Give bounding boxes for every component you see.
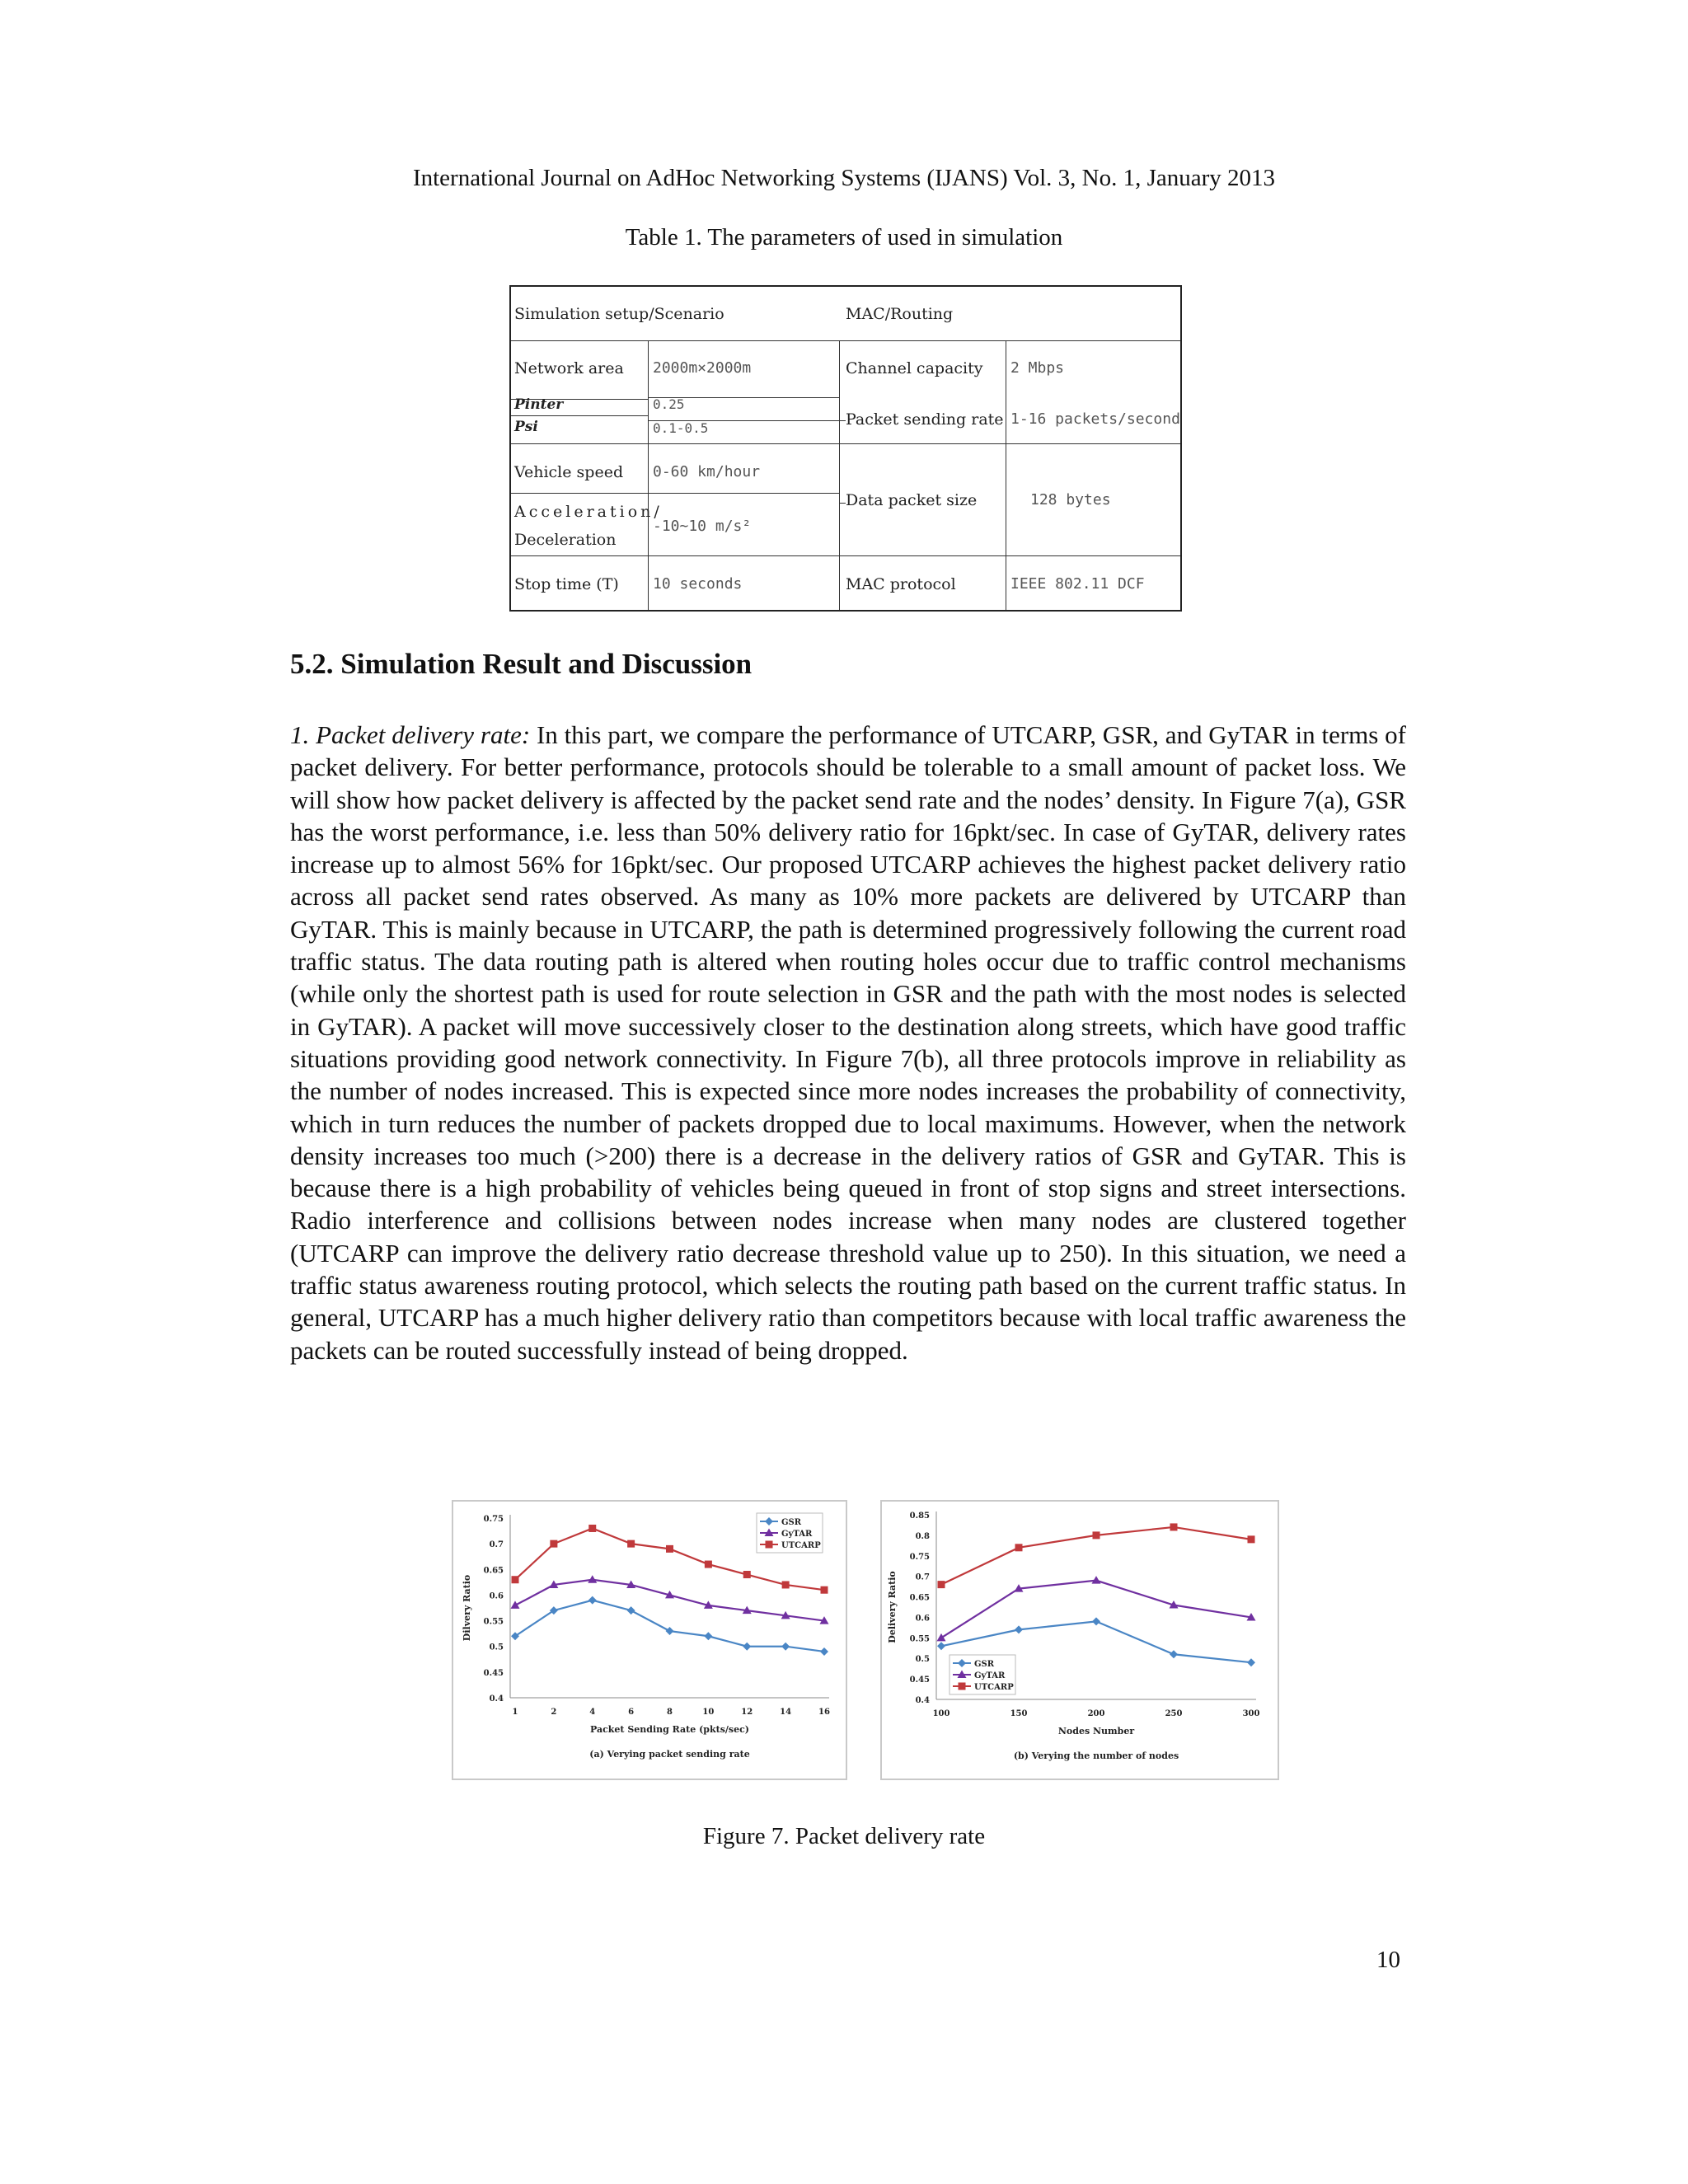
legend-label-gsr: GSR xyxy=(974,1660,995,1669)
y-tick-label: 0.55 xyxy=(909,1634,930,1644)
data-packet-value: 128 bytes xyxy=(1030,491,1111,509)
x-tick-label: 14 xyxy=(780,1708,792,1717)
stop-time-label: Stop time (T) xyxy=(514,575,619,593)
series-line-gytar xyxy=(515,1580,824,1621)
x-tick-label: 250 xyxy=(1165,1709,1183,1718)
parameters-table xyxy=(509,285,1182,612)
legend-marker-utcarp xyxy=(766,1541,773,1549)
y-tick-label: 0.55 xyxy=(483,1617,504,1627)
y-tick-label: 0.4 xyxy=(915,1696,930,1705)
data-point-utcarp xyxy=(782,1581,790,1588)
x-tick-label: 200 xyxy=(1087,1709,1105,1718)
channel-capacity-value: 2 Mbps xyxy=(1010,359,1065,377)
data-point-gytar xyxy=(511,1601,520,1609)
legend-label-utcarp: UTCARP xyxy=(781,1541,821,1550)
legend-label-gytar: GyTAR xyxy=(974,1671,1006,1680)
data-point-gsr xyxy=(743,1643,751,1651)
y-tick-label: 0.85 xyxy=(909,1511,930,1521)
network-area-value: 2000m×2000m xyxy=(653,359,752,377)
data-point-gsr xyxy=(704,1632,712,1640)
legend-label-utcarp: UTCARP xyxy=(974,1683,1014,1692)
x-tick-label: 1 xyxy=(512,1708,518,1717)
mac-protocol-value: IEEE 802.11 DCF xyxy=(1010,575,1145,593)
mac-protocol-label: MAC protocol xyxy=(846,575,956,593)
data-point-utcarp xyxy=(627,1540,635,1548)
data-point-utcarp xyxy=(550,1540,557,1548)
page-number: 10 xyxy=(1376,1947,1400,1973)
figure-7b xyxy=(880,1500,1279,1780)
pinter-label: Pinter xyxy=(514,396,564,413)
legend-label-gsr: GSR xyxy=(781,1518,802,1527)
y-tick-label: 0.6 xyxy=(915,1614,930,1624)
network-area-label: Network area xyxy=(514,359,624,377)
data-point-gsr xyxy=(666,1627,674,1635)
section-title: 5.2. Simulation Result and Discussion xyxy=(290,648,753,680)
packet-rate-value: 1-16 packets/second xyxy=(1010,410,1180,428)
chart-b-svg xyxy=(882,1502,1278,1779)
paragraph-lead: 1. Packet delivery rate: xyxy=(290,720,531,749)
data-point-gytar xyxy=(1092,1576,1101,1584)
x-tick-label: 100 xyxy=(932,1709,950,1718)
y-axis-label: Delivery Ratio xyxy=(887,1571,898,1643)
x-axis-label: Packet Sending Rate (pkts/sec) xyxy=(590,1724,749,1735)
pinter-value: 0.25 xyxy=(653,396,685,412)
x-tick-label: 16 xyxy=(818,1708,830,1717)
data-point-utcarp xyxy=(588,1525,596,1532)
x-axis-label: Nodes Number xyxy=(1057,1726,1135,1736)
x-tick-label: 6 xyxy=(628,1708,635,1717)
x-tick-label: 150 xyxy=(1010,1709,1028,1718)
psi-label: Psi xyxy=(514,419,538,435)
data-point-gsr xyxy=(781,1643,790,1651)
stop-time-value: 10 seconds xyxy=(653,575,743,593)
figure-caption: Figure 7. Packet delivery rate xyxy=(702,1823,986,1849)
x-tick-label: 10 xyxy=(702,1708,715,1717)
data-point-gsr xyxy=(1092,1617,1100,1625)
data-point-gsr xyxy=(588,1596,597,1605)
packet-rate-label: Packet sending rate xyxy=(846,410,1004,429)
vehicle-speed-value: 0-60 km/hour xyxy=(653,463,761,480)
channel-capacity-label: Channel capacity xyxy=(846,359,983,377)
y-tick-label: 0.6 xyxy=(489,1591,504,1601)
data-point-utcarp xyxy=(666,1545,673,1553)
x-tick-label: 2 xyxy=(551,1708,557,1717)
data-point-utcarp xyxy=(512,1576,519,1583)
table-header-scenario: Simulation setup/Scenario xyxy=(514,305,724,323)
legend-marker-utcarp xyxy=(959,1683,966,1690)
data-packet-label: Data packet size xyxy=(846,491,978,509)
paragraph-text: In this part, we compare the performance of UTCARP, GSR, and GyTAR in terms of packet delivery. For better performance, protocols should be tolerable to a small amount of packet loss. We will show how packet delivery is affected by the packet send rate and the nodes’ density. In Figure 7(a), GSR has the worst performance, i.e. less than 50% delivery ratio for 16pkt/sec. In case of GyTAR, delivery rates increase up to almost 56% for 16pkt/sec. Our proposed UTCARP achieves the highest packet delivery ratio across all packet send rates observed. As many as 10% more packets are delivered by UTCARP than GyTAR. This is mainly because in UTCARP, the path is determined progressively following the current road traffic status. The data routing path is altered when routing holes occur due to traffic control mechanisms (while only the shortest path is used for route selection in GSR and the path with the most nodes is selected in GyTAR). A packet will move successively closer to the destination along streets, which have good traffic situations providing good network connectivity. In Figure 7(b), all three protocols improve in reliability as the number of nodes increased. This is expected since more nodes increases the probability of connectivity, which in turn reduces the number of packets dropped due to local maximums. However, when the network density increases too much (>200) there is a decrease in the delivery ratios of GSR and GyTAR. This is because there is a high probability of vehicles being queued in front of stop signs and street intersections. Radio interference and collisions between nodes increase when many nodes are clustered together (UTCARP can improve the delivery ratio decrease threshold value up to 250). In this situation, we need a traffic status awareness routing protocol, which selects the routing path based on the current traffic status. In general, UTCARP has a much higher delivery ratio than competitors because with local traffic awareness the packets can be routed successfully instead of being dropped. xyxy=(290,720,1406,1365)
x-tick-label: 4 xyxy=(589,1708,596,1717)
series-line-gytar xyxy=(941,1581,1251,1638)
data-point-utcarp xyxy=(743,1571,751,1578)
y-tick-label: 0.5 xyxy=(915,1655,930,1665)
data-point-gsr xyxy=(1015,1625,1023,1633)
y-tick-label: 0.75 xyxy=(909,1552,930,1562)
chart-a-svg xyxy=(453,1502,846,1779)
psi-value: 0.1-0.5 xyxy=(653,420,709,436)
data-point-gsr xyxy=(820,1647,828,1656)
journal-header: International Journal on AdHoc Networking Systems (IJANS) Vol. 3, No. 1, January 2013 xyxy=(412,165,1276,191)
data-point-utcarp xyxy=(1093,1531,1100,1539)
data-point-gytar xyxy=(937,1633,946,1642)
legend-label-gytar: GyTAR xyxy=(781,1530,813,1539)
acceleration-label: Acceleration/ xyxy=(514,503,663,521)
data-point-utcarp xyxy=(1248,1535,1255,1543)
y-tick-label: 0.7 xyxy=(489,1540,504,1550)
y-tick-label: 0.7 xyxy=(915,1572,930,1582)
y-tick-label: 0.8 xyxy=(915,1531,930,1541)
y-tick-label: 0.45 xyxy=(909,1675,930,1685)
body-paragraph xyxy=(290,719,1406,1366)
y-tick-label: 0.4 xyxy=(489,1694,504,1704)
data-point-gsr xyxy=(1170,1650,1178,1658)
y-tick-label: 0.45 xyxy=(483,1668,504,1678)
x-tick-label: 12 xyxy=(741,1708,753,1717)
acceleration-value: -10~10 m/s² xyxy=(653,518,752,535)
y-tick-label: 0.65 xyxy=(909,1593,930,1603)
deceleration-label: Deceleration xyxy=(514,531,617,549)
x-tick-label: 300 xyxy=(1242,1709,1260,1718)
series-line-gsr xyxy=(515,1601,824,1652)
figure-7a xyxy=(452,1500,847,1780)
data-point-gsr xyxy=(1247,1658,1255,1666)
vehicle-speed-label: Vehicle speed xyxy=(514,463,624,481)
y-tick-label: 0.75 xyxy=(483,1515,504,1524)
data-point-utcarp xyxy=(821,1586,828,1594)
table-caption: Table 1. The parameters of used in simulation xyxy=(625,224,1063,251)
data-point-gsr xyxy=(937,1642,945,1650)
data-point-utcarp xyxy=(1170,1523,1178,1530)
table-header-mac-routing: MAC/Routing xyxy=(846,305,954,323)
y-axis-label: Dilvery Ratio xyxy=(462,1574,472,1642)
data-point-utcarp xyxy=(1015,1544,1023,1551)
chart-caption: (b) Verying the number of nodes xyxy=(1013,1750,1179,1761)
data-point-utcarp xyxy=(938,1581,945,1588)
y-tick-label: 0.5 xyxy=(489,1643,504,1652)
chart-caption: (a) Verying packet sending rate xyxy=(589,1749,750,1760)
y-tick-label: 0.65 xyxy=(483,1566,504,1576)
data-point-gsr xyxy=(627,1606,635,1615)
data-point-utcarp xyxy=(705,1561,712,1568)
x-tick-label: 8 xyxy=(667,1708,673,1717)
data-point-gytar xyxy=(588,1575,597,1583)
